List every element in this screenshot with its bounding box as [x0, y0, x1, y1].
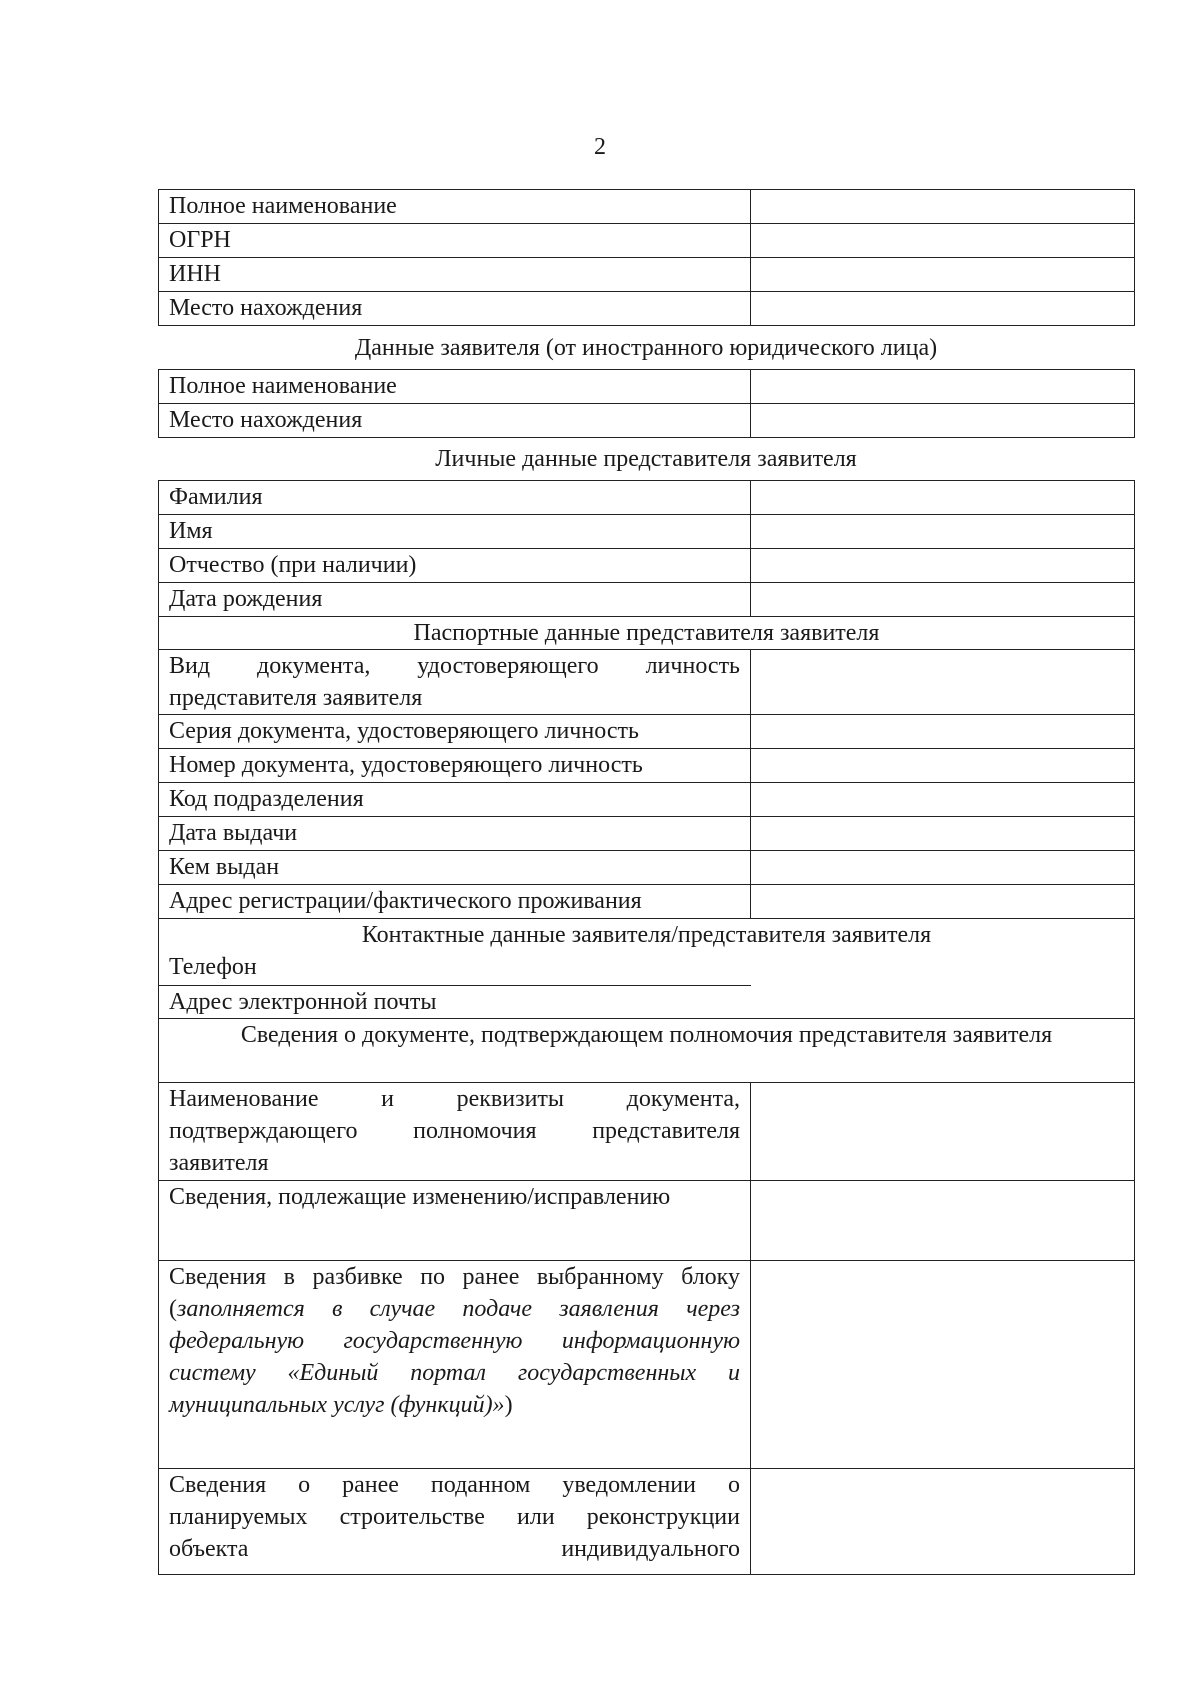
field-label: Отчество (при наличии): [159, 549, 751, 583]
representative-heading: Личные данные представителя заявителя: [435, 446, 857, 472]
field-value[interactable]: [751, 749, 1135, 783]
field-label: Сведения о ранее поданном уведомлении о планируемых строительстве или реконструкции объекта индивидуального: [159, 1468, 751, 1574]
field-value[interactable]: [751, 1180, 1135, 1260]
field-label: Место нахождения: [159, 404, 751, 438]
page-number: 2: [594, 134, 606, 160]
field-value[interactable]: [751, 951, 1135, 985]
foreign-applicant-table: [158, 369, 1135, 438]
field-value[interactable]: [751, 404, 1135, 438]
field-value[interactable]: [751, 851, 1135, 885]
field-value[interactable]: [751, 515, 1135, 549]
field-value[interactable]: [751, 715, 1135, 749]
field-value[interactable]: [751, 985, 1135, 1018]
authority-heading: Сведения о документе, подтверждающем полномочия представителя заявителя: [159, 1018, 1135, 1082]
block-row-italic: заполняется в случае подаче заявления через федеральную государственную информационную систему «Единый портал государственных и муниципальных услуг (функций)»: [169, 1295, 740, 1418]
field-label: Дата рождения: [159, 583, 751, 617]
field-label: ОГРН: [159, 224, 751, 258]
field-value[interactable]: [751, 258, 1135, 292]
field-value[interactable]: [751, 481, 1135, 515]
field-value[interactable]: [751, 190, 1135, 224]
field-label: Сведения, подлежащие изменению/исправлению: [159, 1180, 751, 1260]
field-label: Кем выдан: [159, 851, 751, 885]
field-label: Место нахождения: [159, 292, 751, 326]
field-label: Полное наименование: [159, 370, 751, 404]
field-label: Фамилия: [159, 481, 751, 515]
field-label: Серия документа, удостоверяющего личность: [159, 715, 751, 749]
field-value[interactable]: [751, 1082, 1135, 1180]
block-row-end: ): [504, 1391, 513, 1418]
field-label: Адрес регистрации/фактического проживания: [159, 885, 751, 919]
field-value[interactable]: [751, 370, 1135, 404]
field-value[interactable]: [751, 885, 1135, 919]
field-label: [159, 1260, 751, 1468]
field-value[interactable]: [751, 817, 1135, 851]
field-value[interactable]: [751, 1468, 1135, 1574]
field-value[interactable]: [751, 292, 1135, 326]
field-label: Номер документа, удостоверяющего личность: [159, 749, 751, 783]
block-row-text: Сведения в разбивке по ранее выбранному блоку (: [169, 1263, 740, 1322]
field-label: Наименование и реквизиты документа, подтверждающего полномочия представителя заявителя: [159, 1082, 751, 1180]
field-value[interactable]: [751, 783, 1135, 817]
field-label: Полное наименование: [159, 190, 751, 224]
foreign-applicant-heading: Данные заявителя (от иностранного юридического лица): [354, 335, 938, 361]
field-label: Адрес электронной почты: [159, 985, 751, 1018]
representative-table: [158, 480, 1135, 1575]
field-label: Телефон: [159, 951, 751, 985]
field-label: Вид документа, удостоверяющего личность представителя заявителя: [159, 650, 751, 715]
contact-heading: Контактные данные заявителя/представителя заявителя: [159, 919, 1135, 952]
field-value[interactable]: [751, 549, 1135, 583]
field-value[interactable]: [751, 1260, 1135, 1468]
field-label: Код подразделения: [159, 783, 751, 817]
field-value[interactable]: [751, 224, 1135, 258]
field-value[interactable]: [751, 650, 1135, 715]
field-label: Имя: [159, 515, 751, 549]
field-label: Дата выдачи: [159, 817, 751, 851]
field-value[interactable]: [751, 583, 1135, 617]
field-label: ИНН: [159, 258, 751, 292]
passport-heading: Паспортные данные представителя заявителя: [159, 617, 1135, 650]
org-table: [158, 189, 1135, 326]
